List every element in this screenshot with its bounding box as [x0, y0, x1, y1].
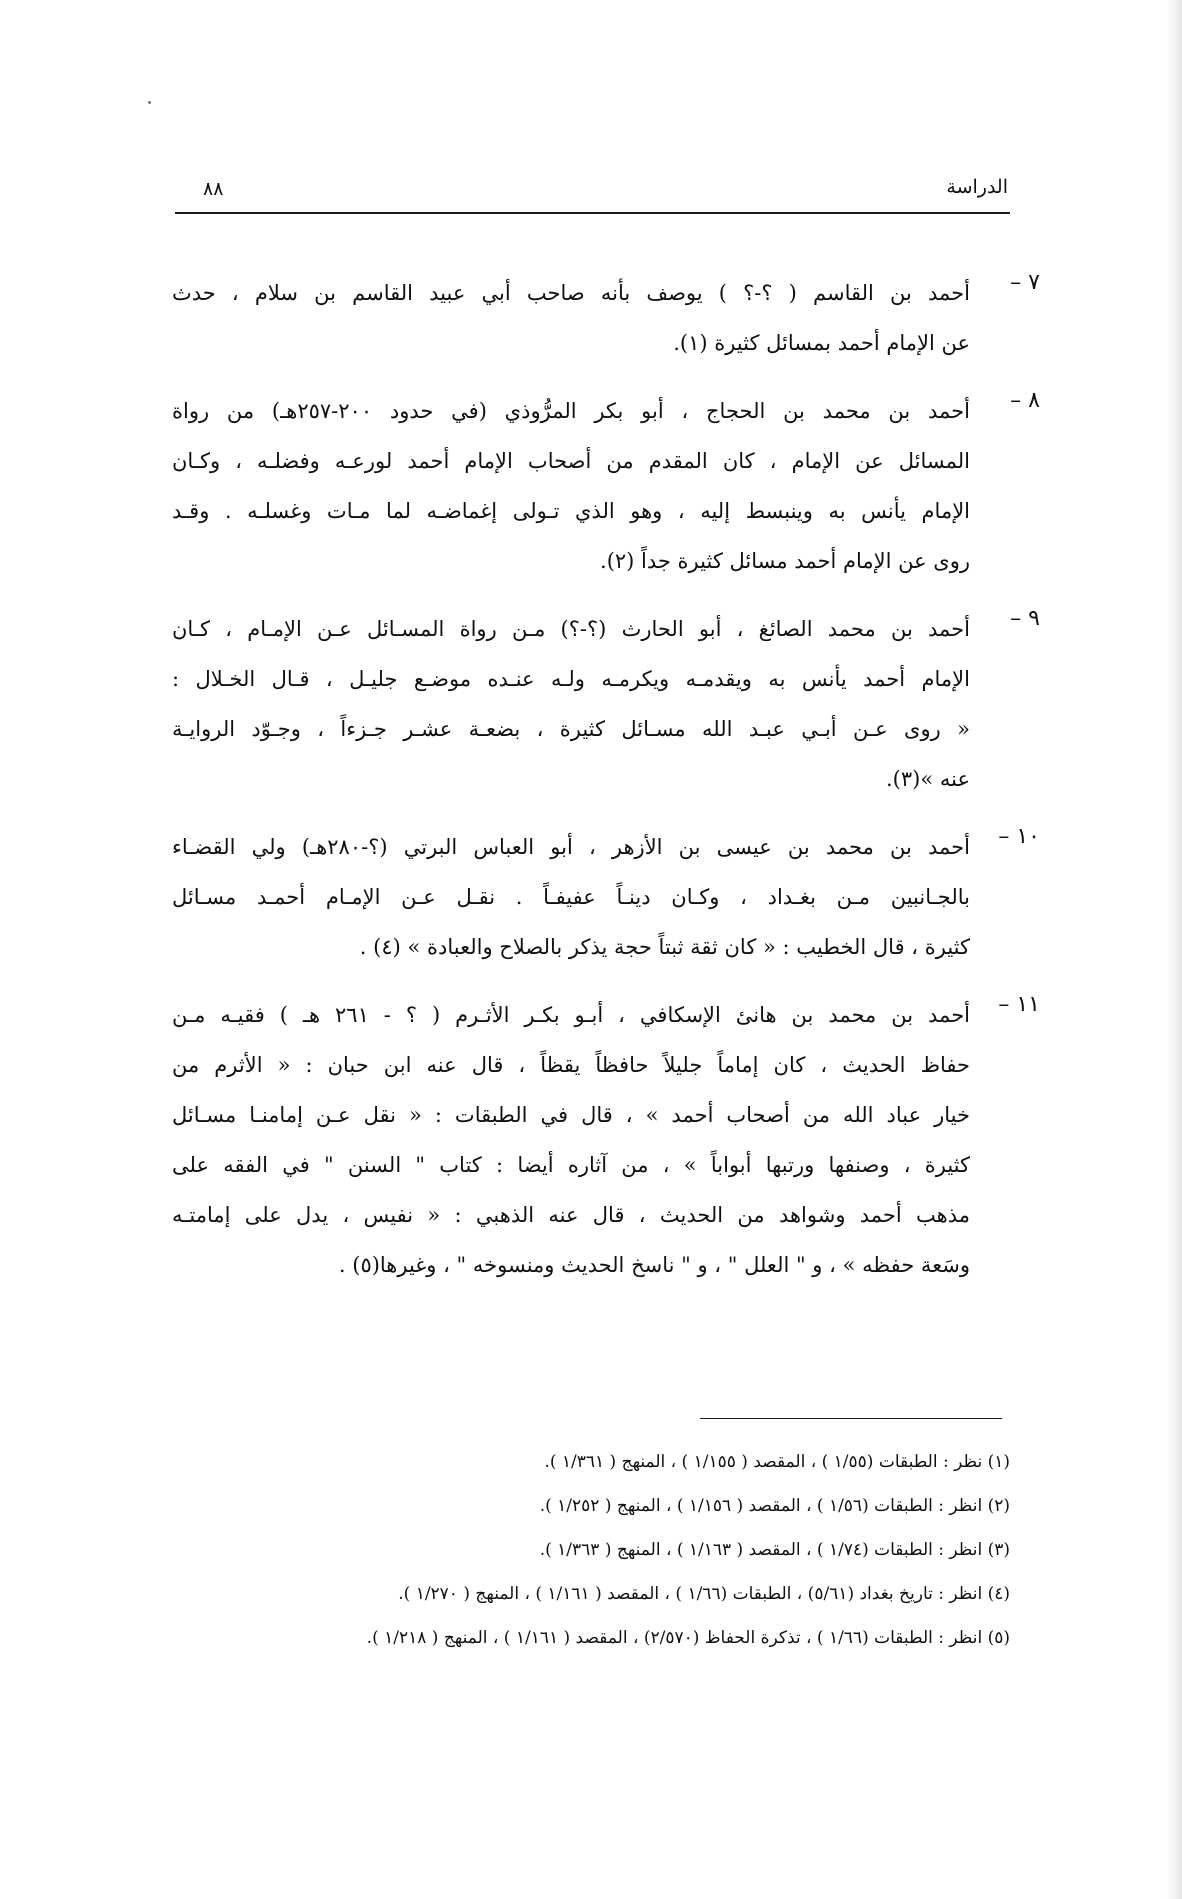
entry-7	[172, 268, 1040, 368]
entry-line: مذهب أحمد وشواهد من الحديث ، قال عنه الذهبي : « نفيس ، يدل على إمامتـه	[172, 1203, 970, 1227]
entry-line: روى عن الإمام أحمد مسائل كثيرة جداً (٢).	[600, 549, 970, 573]
entry-number: ٧ –	[1010, 270, 1040, 295]
entry-line: المسائل عن الإمام ، كان المقدم من أصحاب الإمام أحمد لورعـه وفضلـه ، وكـان	[172, 449, 970, 473]
running-header-title: الدراسة	[946, 176, 1008, 198]
entry-line: بالجـانبين مـن بغـداد ، وكـان دينـاً عفيفـاً . نقـل عـن الإمـام أحمـد مسـائل	[172, 885, 970, 909]
entry-number: ١١ –	[998, 992, 1040, 1017]
entry-number: ١٠ –	[998, 824, 1040, 849]
entry-number: ٩ –	[1010, 606, 1040, 631]
entry-line: أحمد بن محمد الصائغ ، أبو الحارث (؟-؟) مـن رواة المسـائل عـن الإمـام ، كـان	[172, 617, 970, 641]
entry-10	[172, 822, 1040, 972]
footnote-2: (٢) انظر : الطبقات (١/٥٦ ) ، المقصد ( ١/١٥٦ ) ، المنهج ( ١/٢٥٢ ).	[539, 1496, 1010, 1516]
entry-line: وسَعة حفظه » ، و " العلل " ، و " ناسخ الحديث ومنسوخه " ، وغيرها(٥) .	[338, 1253, 970, 1277]
entry-line: أحمد بن محمد بن عيسى بن الأزهر ، أبو العباس البرتي (؟-٢٨٠هـ) ولي القضـاء	[172, 835, 970, 859]
footnotes	[200, 1440, 1010, 1660]
entry-number: ٨ –	[1010, 388, 1040, 413]
footnote-1: (١) نظر : الطبقات (١/٥٥ ) ، المقصد ( ١/١٥٥ ) ، المنهج ( ١/٣٦١ ).	[544, 1452, 1010, 1472]
entry-line: عن الإمام أحمد بمسائل كثيرة (١).	[673, 331, 970, 355]
entry-11	[172, 990, 1040, 1290]
entry-line: خيار عباد الله من أصحاب أحمد » ، قال في الطبقات : « نقل عـن إمامنـا مسـائل	[172, 1103, 970, 1127]
entry-8	[172, 386, 1040, 586]
entry-line: « روى عـن أبـي عبـد الله مسـائل كثيرة ، بضعـة عشـر جـزءاً ، وجـوّد الروايـة	[172, 717, 970, 741]
entry-line: أحمد بن محمد بن الحجاج ، أبو بكر المرُّوذي (في حدود ٢٠٠-٢٥٧هـ) من رواة	[172, 399, 970, 423]
footnote-4: (٤) انظر : تاريخ بغداد (٥/٦١) ، الطبقات (١/٦٦ ) ، المقصد ( ١/١٦١ ) ، المنهج ( ١/٢٧٠ ).	[398, 1584, 1010, 1604]
running-header	[175, 172, 1010, 214]
entry-line: أحمد بن محمد بن هانئ الإسكافي ، أبـو بكـر الأثـرم ( ؟ - ٢٦١ هـ ) فقيـه مـن	[172, 1003, 970, 1027]
entry-line: عنه »(٣).	[886, 767, 970, 791]
page-number: ٨٨	[203, 178, 224, 200]
entry-line: كثيرة ، قال الخطيب : « كان ثقة ثبتاً حجة يذكر بالصلاح والعبادة » (٤) .	[359, 935, 970, 959]
biography-entries	[172, 268, 1040, 1308]
entry-line: الإمام يأنس به وينبسط إليه ، وهو الذي تـولى إغماضـه لما مـات وغسلـه . وقـد	[172, 499, 970, 523]
entry-9	[172, 604, 1040, 804]
footnote-separator	[700, 1418, 1002, 1419]
entry-line: أحمد بن القاسم ( ؟-؟ ) يوصف بأنه صاحب أبي عبيد القاسم بن سلام ، حدث	[172, 281, 970, 305]
entry-line: حفاظ الحديث ، كان إماماً جليلاً حافظاً يقظاً ، قال عنه ابن حبان : « الأثرم من	[172, 1053, 970, 1077]
footnote-3: (٣) انظر : الطبقات (١/٧٤ ) ، المقصد ( ١/١٦٣ ) ، المنهج ( ١/٣٦٣ ).	[539, 1540, 1010, 1560]
footnote-5: (٥) انظر : الطبقات (١/٦٦ ) ، تذكرة الحفاظ (٢/٥٧٠) ، المقصد ( ١/١٦١ ) ، المنهج ( ١/٢١٨ ).	[366, 1628, 1010, 1648]
entry-line: كثيرة ، وصنفها ورتبها أبواباً » ، من آثاره أيضا : كتاب " السنن " في الفقه على	[172, 1153, 970, 1177]
entry-line: الإمام أحمد يأنس به ويقدمـه ويكرمـه ولـه عنـده موضـع جليـل ، قـال الخـلال :	[172, 667, 970, 691]
scan-speck	[148, 101, 151, 104]
scan-edge-shadow	[1166, 0, 1182, 1899]
